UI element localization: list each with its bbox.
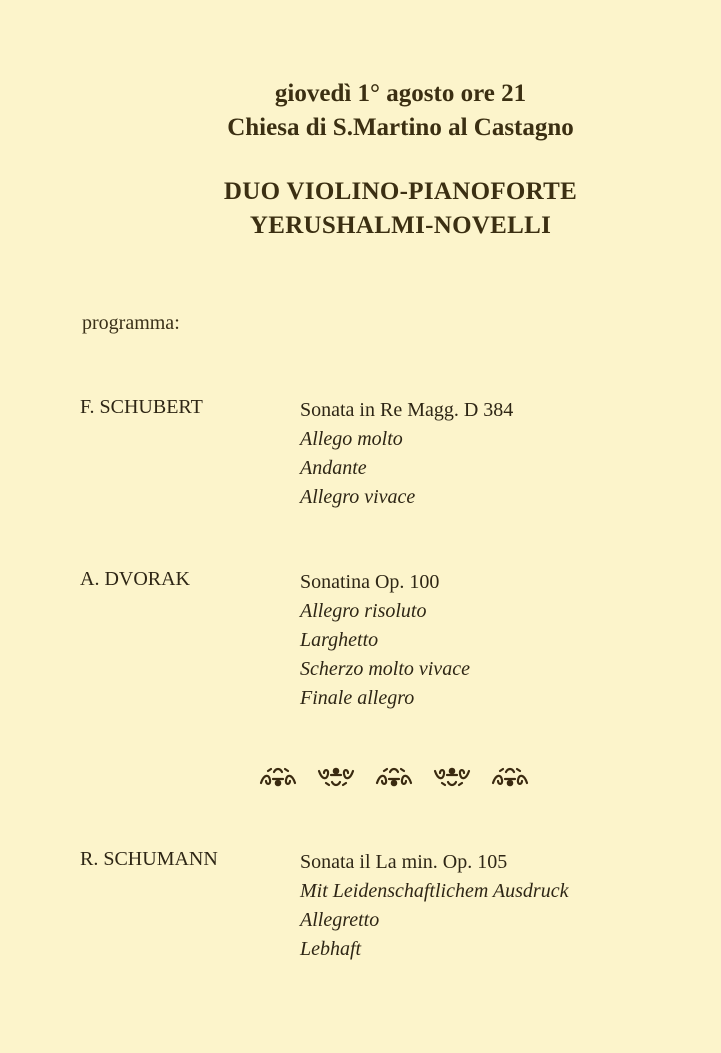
movement: Allego molto: [300, 428, 403, 450]
ensemble-title: DUO VIOLINO-PIANOFORTE: [223, 178, 578, 205]
concert-venue: Chiesa di S.Martino al Castagno: [227, 114, 574, 141]
work-block: [300, 568, 470, 713]
program-intro: programma:: [82, 312, 180, 334]
movement: Finale allegro: [300, 687, 415, 709]
movement: Allegro vivace: [300, 486, 416, 508]
composer-name: R. SCHUMANN: [80, 848, 218, 870]
floral-divider: [258, 766, 530, 788]
movement: Larghetto: [300, 629, 379, 651]
work-title: Sonatina Op. 100: [300, 571, 440, 593]
composer-name: A. DVORAK: [80, 568, 190, 590]
composer-name: F. SCHUBERT: [80, 396, 203, 418]
movement: Lebhaft: [300, 938, 362, 960]
floral-divider-icon: [490, 766, 530, 788]
floral-divider-icon: [432, 766, 472, 788]
movement: Allegro risoluto: [300, 600, 427, 622]
work-block: [300, 848, 568, 964]
movement: Allegretto: [300, 909, 380, 931]
movement: Mit Leidenschaftlichem Ausdruck: [300, 880, 569, 902]
work-block: [300, 396, 513, 512]
concert-date: giovedì 1° agosto ore 21: [274, 80, 527, 107]
work-title: Sonata il La min. Op. 105: [300, 851, 508, 873]
movement: Andante: [300, 457, 367, 479]
movement: Scherzo molto vivace: [300, 658, 470, 680]
performers-names: YERUSHALMI-NOVELLI: [249, 212, 552, 239]
floral-divider-icon: [316, 766, 356, 788]
floral-divider-icon: [374, 766, 414, 788]
work-title: Sonata in Re Magg. D 384: [300, 399, 514, 421]
floral-divider-icon: [258, 766, 298, 788]
